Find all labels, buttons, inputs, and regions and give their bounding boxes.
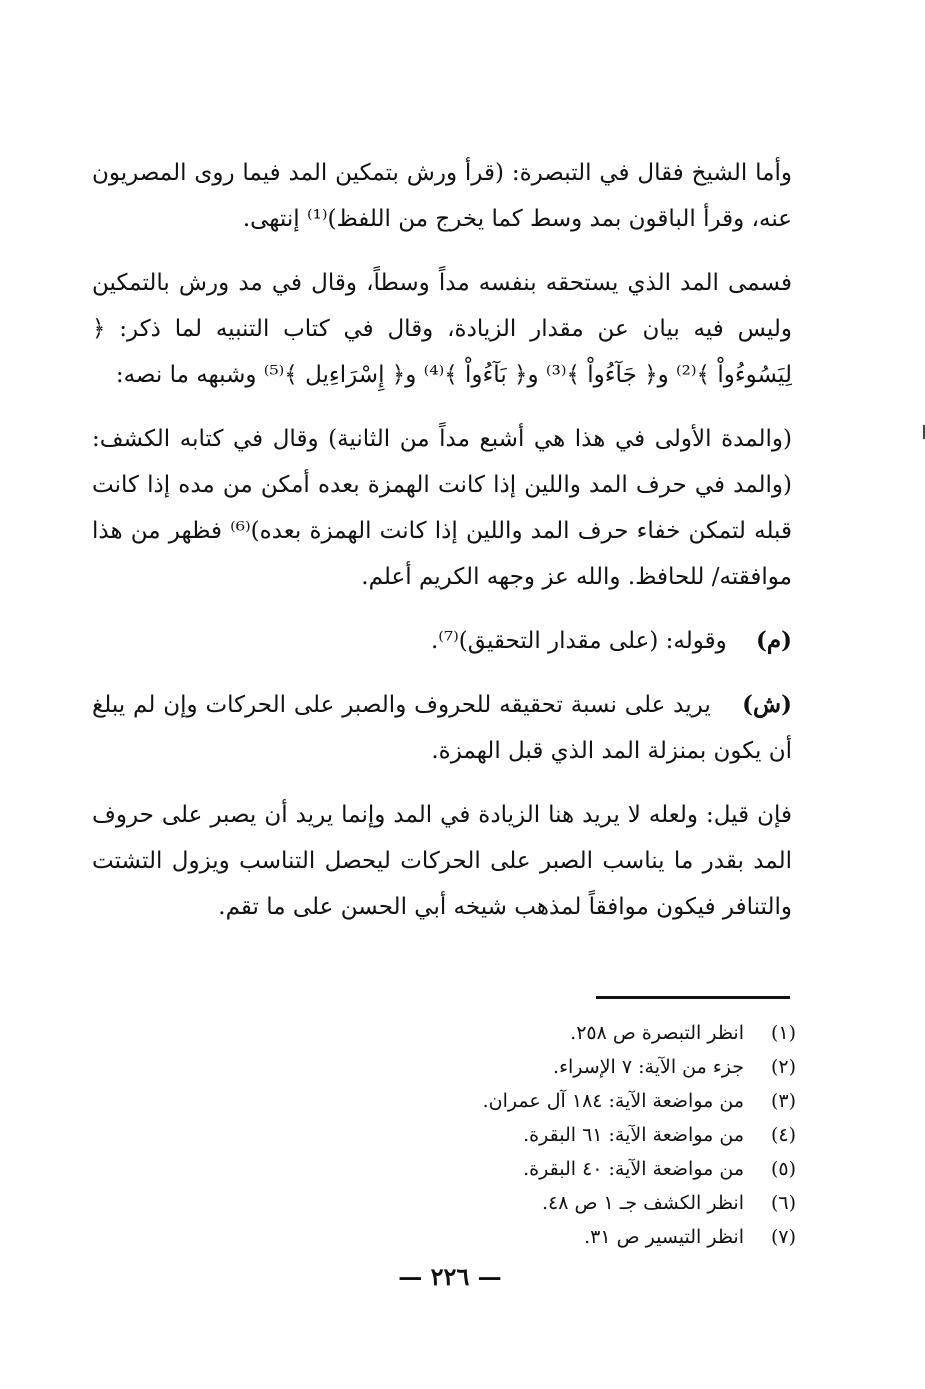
footnote-text: انظر التبصرة ص ٢٥٨. (570, 1022, 744, 1044)
footnote-number: (١) (770, 1022, 796, 1044)
sharh-paragraph (92, 682, 792, 774)
footnote-number: (٤) (770, 1124, 796, 1146)
footnote-text: من مواضعة الآية: ٦١ البقرة. (523, 1124, 744, 1146)
page-number: — ٢٢٦ — (398, 1262, 502, 1291)
footnote-item (380, 1016, 796, 1050)
paragraph-3: (والمدة الأولى في هذا هي أشبع مداً من الثانية) وقال في كتابه الكشف: (والمد في حرف المد واللين إذا كانت الهمزة بعده أمكن من مده إذا كانت قبله لتمكن خفاء حرف المد واللين إذا كانت الهمزة بعده)⁽⁶⁾ فظهر من هذا موافقته/ للحافظ. والله عز وجهه الكريم أعلم. (92, 426, 793, 590)
footnote-number: (٦) (770, 1192, 796, 1214)
footnote-item (380, 1220, 796, 1254)
footnote-number: (٥) (770, 1158, 796, 1180)
matn-text: وقوله: (على مقدار التحقيق)⁽⁷⁾. (430, 628, 727, 654)
main-text (92, 150, 792, 948)
paragraph-2: فسمى المد الذي يستحقه بنفسه مداً وسطاً، وقال في مد ورش بالتمكين وليس فيه بيان عن مقدار الزيادة، وقال في كتاب التنبيه لما ذكر: ﴿ لِيَسُوءُواْ ﴾⁽²⁾ و﴿ جَآءُواْ ﴾⁽³⁾ و﴿ بَآءُواْ ﴾⁽⁴⁾ و﴿ إِسْرَاءِيل ﴾⁽⁵⁾ وشبهه ما نصه: (92, 270, 792, 388)
footnote-item (380, 1050, 796, 1084)
footnote-item (380, 1186, 796, 1220)
footnote-number: (٢) (770, 1056, 796, 1078)
footnote-number: (٧) (770, 1226, 796, 1248)
footnote-text: جزء من الآية: ٧ الإسراء. (553, 1056, 744, 1078)
matn-paragraph (92, 618, 792, 664)
footnote-number: (٣) (770, 1090, 796, 1112)
footnote-item (380, 1152, 796, 1186)
footnote-text: انظر التيسير ص ٣١. (584, 1226, 744, 1248)
footnote-text: من مواضعة الآية: ١٨٤ آل عمران. (482, 1090, 744, 1112)
footnotes (380, 1016, 796, 1254)
footnote-item (380, 1118, 796, 1152)
footnote-text: من مواضعة الآية: ٤٠ البقرة. (523, 1158, 744, 1180)
sharh-text: يريد على نسبة تحقيقه للحروف والصبر على الحركات وإن لم يبلغ أن يكون بمنزلة المد الذي قبل الهمزة. (92, 692, 792, 764)
footnote-text: انظر الكشف جـ ١ ص ٤٨. (542, 1192, 744, 1214)
sharh-label: (ش) (742, 691, 793, 718)
footnote-separator (596, 996, 790, 999)
closing-paragraph: فإن قيل: ولعله لا يريد هنا الزيادة في المد وإنما يريد أن يصبر على حروف المد بقدر ما يناسب الصبر على الحركات ليحصل التناسب ويزول التشتت والتنافر فيكون موافقاً لمذهب شيخه أبي الحسن على ما تقم. (92, 802, 792, 920)
paragraph-1: وأما الشيخ فقال في التبصرة: (قرأ ورش بتمكين المد فيما روى المصريون عنه، وقرأ الباقون بمد وسط كما يخرج من اللفظ)⁽¹⁾ إنتهى. (92, 160, 792, 232)
matn-label: (م) (755, 627, 792, 654)
footnote-item (380, 1084, 796, 1118)
